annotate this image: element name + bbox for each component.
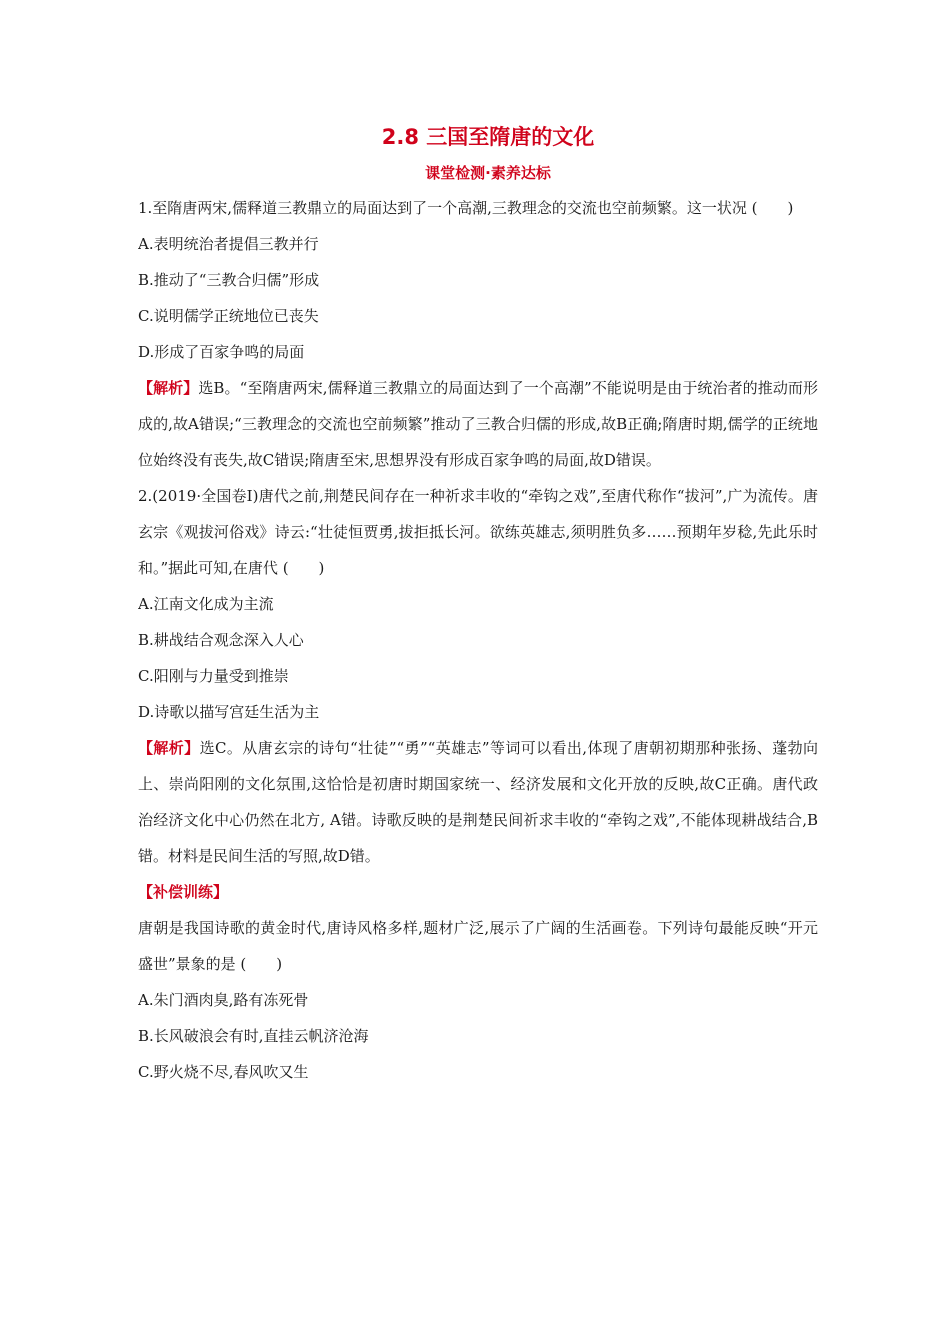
question-1-analysis	[138, 370, 818, 478]
supplement-tag: 【补偿训练】	[138, 883, 229, 901]
question-1-option-c: C.说明儒学正统地位已丧失	[138, 307, 319, 325]
question-2-option-a: A.江南文化成为主流	[138, 595, 274, 613]
question-2-option-d: D.诗歌以描写宫廷生活为主	[138, 703, 320, 721]
question-2-stem: 2.(2019·全国卷Ⅰ)唐代之前,荆楚民间存在一种祈求丰收的“牵钩之戏”,至唐代称作“拔河”,广为流传。唐玄宗《观拔河俗戏》诗云:“壮徒恒贾勇,拔拒抵长河。欲练英雄志,须明胜负多……预期年岁稔,先此乐时和。”据此可知,在唐代 ( )	[138, 487, 818, 577]
supplement-option-a: A.朱门酒肉臭,路有冻死骨	[138, 991, 309, 1009]
question-1-option-b: B.推动了“三教合归儒”形成	[138, 271, 320, 289]
analysis-text: 选C。从唐玄宗的诗句“壮徒”“勇”“英雄志”等词可以看出,体现了唐朝初期那种张扬、蓬勃向上、崇尚阳刚的文化氛围,这恰恰是初唐时期国家统一、经济发展和文化开放的反映,故C正确。唐代政治经济文化中心仍然在北方, A错。诗歌反映的是荆楚民间祈求丰收的“牵钩之戏”,不能体现耕战结合,B错。材料是民间生活的写照,故D错。	[138, 739, 818, 865]
supplement-stem: 唐朝是我国诗歌的黄金时代,唐诗风格多样,题材广泛,展示了广阔的生活画卷。下列诗句最能反映“开元盛世”景象的是 ( )	[138, 919, 818, 973]
question-1-option-d: D.形成了百家争鸣的局面	[138, 343, 305, 361]
analysis-tag: 【解析】	[138, 739, 200, 757]
question-2-option-b: B.耕战结合观念深入人心	[138, 631, 304, 649]
question-2-analysis	[138, 730, 818, 874]
supplement-option-b: B.长风破浪会有时,直挂云帆济沧海	[138, 1027, 369, 1045]
page-title: 2.8 三国至隋唐的文化	[381, 125, 595, 149]
question-2-option-c: C.阳刚与力量受到推崇	[138, 667, 289, 685]
question-1-stem: 1.至隋唐两宋,儒释道三教鼎立的局面达到了一个高潮,三教理念的交流也空前频繁。这一状况 ( )	[138, 199, 794, 217]
analysis-text: 选B。“至隋唐两宋,儒释道三教鼎立的局面达到了一个高潮”不能说明是由于统治者的推动而形成的,故A错误;“三教理念的交流也空前频繁”推动了三教合归儒的形成,故B正确;隋唐时期,儒学的正统地位始终没有丧失,故C错误;隋唐至宋,思想界没有形成百家争鸣的局面,故D错误。	[138, 379, 818, 469]
document-page	[138, 118, 818, 1090]
analysis-tag: 【解析】	[138, 379, 199, 397]
page-subtitle: 课堂检测·素养达标	[425, 164, 551, 182]
supplement-option-c: C.野火烧不尽,春风吹又生	[138, 1063, 309, 1081]
question-1-option-a: A.表明统治者提倡三教并行	[138, 235, 319, 253]
